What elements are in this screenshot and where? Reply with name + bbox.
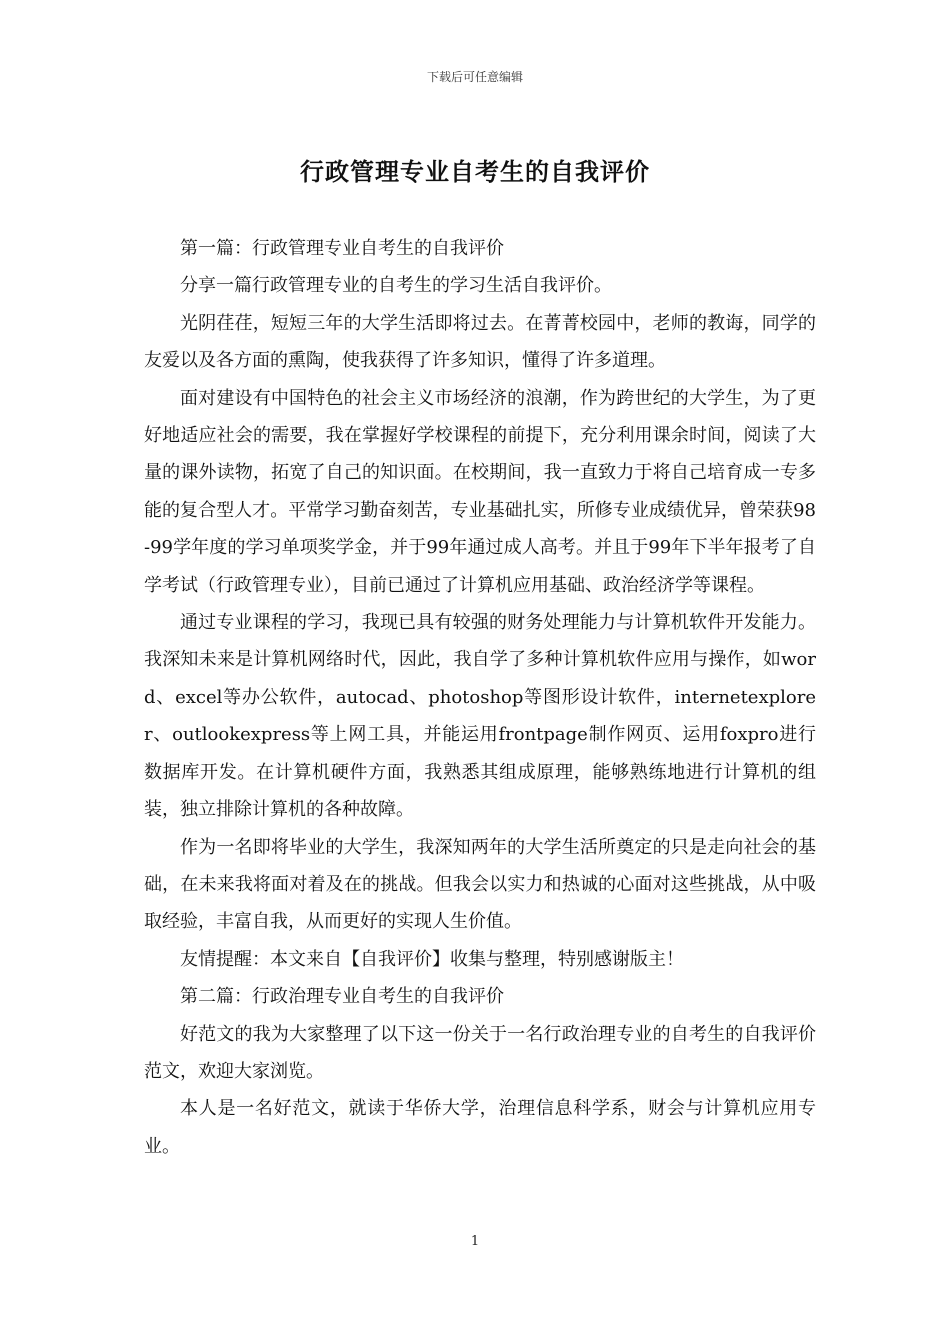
document-title: 行政管理专业自考生的自我评价 [300,157,650,186]
paragraph-part-two-intro: 好范文的我为大家整理了以下这一份关于一名行政治理专业的自考生的自我评价范文，欢迎大家浏览。 [144,1023,816,1082]
paragraph-time-passes: 光阴荏荏，短短三年的大学生活即将过去。在菁菁校园中，老师的教诲，同学的友爱以及各方面的熏陶，使我获得了许多知识，懂得了许多道理。 [144,312,816,372]
document-body [144,230,816,1165]
paragraph-part-one-heading: 第一篇：行政管理专业自考生的自我评价 [180,238,504,259]
page-number: 1 [470,1234,480,1249]
header-note: 下载后可任意编辑 [426,70,523,84]
paragraph-reminder: 友情提醒：本文来自【自我评价】收集与整理，特别感谢版主！ [180,948,684,970]
paragraph-self-intro: 本人是一名好范文，就读于华侨大学，治理信息科学系，财会与计算机应用专业。 [144,1098,816,1157]
paragraph-intro: 分享一篇行政管理专业的自考生的学习生活自我评价。 [180,275,612,297]
paragraph-studies: 面对建设有中国特色的社会主义市场经济的浪潮，作为跨世纪的大学生，为了更好地适应社会的需要，我在掌握好学校课程的前提下，充分利用课余时间，阅读了大量的课外读物，拓宽了自己的知识面。在校期间，我一直致力于将自己培育成一专多能的复合型人才。平常学习勤奋刻苦，专业基础扎实，所修专业成绩优异，曾荣获98-99学年度的学习单项奖学金，并于99年通过成人高考。并且于99年下半年报考了自学考试（行政管理专业），目前已通过了计算机应用基础、政治经济学等课程。 [144,387,816,596]
paragraph-part-two-heading: 第二篇：行政治理专业自考生的自我评价 [180,986,504,1008]
paragraph-future: 作为一名即将毕业的大学生，我深知两年的大学生活所奠定的只是走向社会的基础，在未来我将面对着及在的挑战。但我会以实力和热诚的心面对这些挑战，从中吸取经验，丰富自我，从而更好的实现人生价值。 [144,836,816,933]
paragraph-computer-skills: 通过专业课程的学习，我现已具有较强的财务处理能力与计算机软件开发能力。我深知未来是计算机网络时代，因此，我自学了多种计算机软件应用与操作，如word、excel等办公软件，autocad、photoshop等图形设计软件，internetexplorer、outlookexpress等上网工具，并能运用frontpage制作网页、运用foxpro进行数据库开发。在计算机硬件方面，我熟悉其组成原理，能够熟练地进行计算机的组装，独立排除计算机的各种故障。 [144,612,816,821]
